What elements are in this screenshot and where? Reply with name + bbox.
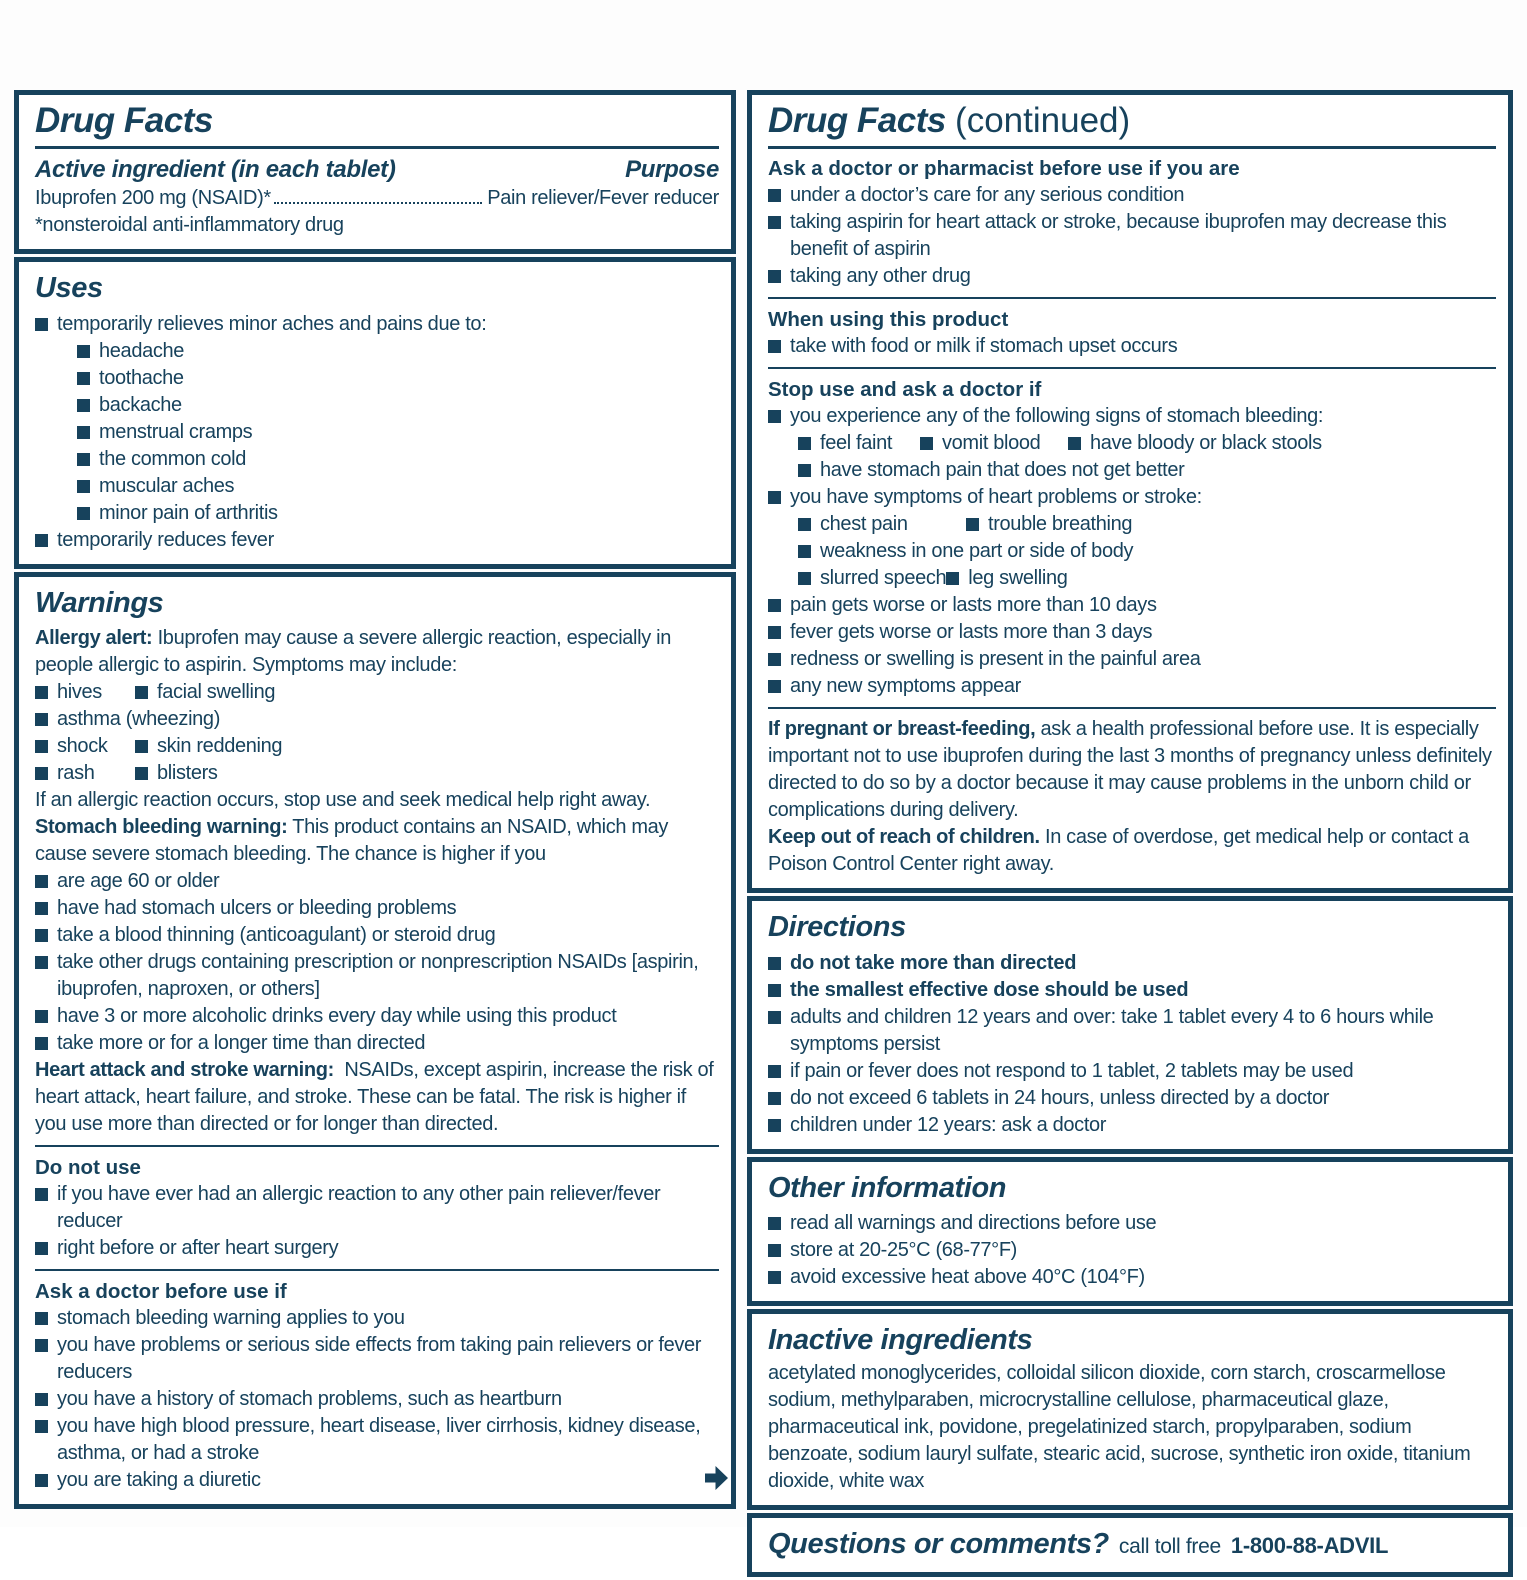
list-item-group <box>768 430 1496 484</box>
list-item <box>35 679 135 706</box>
stomach-warning-list <box>35 868 719 1057</box>
bullet-square-icon <box>768 340 781 353</box>
bullet-square-icon <box>35 713 48 726</box>
list-item <box>768 619 1496 646</box>
list-item <box>768 1210 1496 1237</box>
bullet-square-icon <box>768 1011 781 1024</box>
list-item-text: menstrual cramps <box>99 420 253 443</box>
keep-out-of-reach-text: In case of overdose, get medical help or contact a Poison Control Center right away. <box>768 826 1469 876</box>
list-item-text: pain gets worse or lasts more than 10 days <box>790 594 1157 617</box>
list-item-text: leg swelling <box>968 567 1068 590</box>
list-item-text: you have symptoms of heart problems or stroke: <box>790 486 1202 509</box>
stomach-warning-paragraph <box>35 814 719 868</box>
list-item <box>798 538 1496 565</box>
list-item <box>35 733 135 760</box>
list-item <box>35 895 719 922</box>
list-item <box>768 1085 1496 1112</box>
bullet-square-icon <box>768 599 781 612</box>
section-warnings <box>14 572 736 1509</box>
list-item <box>798 565 946 592</box>
list-item-text: asthma (wheezing) <box>57 707 221 730</box>
list-item-text: feel faint <box>820 432 893 455</box>
list-item-text: headache <box>99 339 185 362</box>
bullet-square-icon <box>77 372 90 385</box>
list-item <box>768 646 1496 673</box>
heart-signs-row <box>798 565 1496 592</box>
divider <box>35 1145 719 1147</box>
allergy-alert-lead: Allergy alert: <box>35 626 153 649</box>
bullet-square-icon <box>768 216 781 229</box>
bullet-square-icon <box>946 572 959 585</box>
warnings-heading: Warnings <box>35 586 164 619</box>
list-item <box>77 446 719 473</box>
bullet-square-icon <box>798 464 811 477</box>
bullet-square-icon <box>77 453 90 466</box>
list-item-text: avoid excessive heat above 40°C (104°F) <box>790 1265 1145 1288</box>
drug-facts-title-text: Drug Facts <box>768 101 946 140</box>
list-item-text: taking any other drug <box>790 265 971 288</box>
pregnancy-warning-paragraph <box>768 716 1496 824</box>
bullet-square-icon <box>768 680 781 693</box>
allergy-alert-paragraph <box>35 625 719 679</box>
list-item-text: take more or for a longer time than directed <box>57 1031 426 1054</box>
bullet-square-icon <box>768 189 781 202</box>
list-item <box>35 1030 719 1057</box>
list-item-text: temporarily reduces fever <box>57 528 274 551</box>
list-item-text: blisters <box>157 761 218 784</box>
ask-doctor-heading: Ask a doctor before use if <box>35 1279 287 1303</box>
divider <box>768 707 1496 709</box>
list-item <box>768 673 1496 700</box>
list-item-text: redness or swelling is present in the painful area <box>790 648 1201 671</box>
bullet-square-icon <box>35 1474 48 1487</box>
keep-out-of-reach-lead: Keep out of reach of children. <box>768 826 1040 849</box>
list-item-text: you are taking a diuretic <box>57 1468 261 1491</box>
list-item-text: temporarily relieves minor aches and pains due to: <box>57 312 487 335</box>
list-item-text: shock <box>57 734 108 757</box>
list-item-text: skin reddening <box>157 734 283 757</box>
list-item <box>135 679 275 706</box>
bullet-square-icon <box>768 410 781 423</box>
other-information-heading: Other information <box>768 1171 1007 1204</box>
list-item-text: do not take more than directed <box>790 951 1077 974</box>
list-item-text: store at 20-25°C (68-77°F) <box>790 1238 1017 1261</box>
drug-facts-continued-title <box>768 101 1496 141</box>
allergy-closing-text: If an allergic reaction occurs, stop use and seek medical help right away. <box>35 788 651 811</box>
list-item-text: fever gets worse or lasts more than 3 days <box>790 621 1153 644</box>
list-item-text: if pain or fever does not respond to 1 tablet, 2 tablets may be used <box>790 1059 1354 1082</box>
list-item-text: take with food or milk if stomach upset occurs <box>790 335 1178 358</box>
divider <box>35 1269 719 1271</box>
heart-warning-paragraph <box>35 1057 719 1138</box>
bullet-square-icon <box>35 902 48 915</box>
dotted-leader <box>274 202 482 204</box>
list-item <box>946 565 1067 592</box>
allergy-alert-text: Ibuprofen may cause a severe allergic reaction, especially in people allergic to aspirin. Symptoms may include: <box>35 626 671 676</box>
list-item-text: adults and children 12 years and over: take 1 tablet every 4 to 6 hours while symptoms persist <box>790 1005 1434 1055</box>
list-item <box>768 403 1496 430</box>
questions-row <box>768 1526 1496 1562</box>
list-item <box>768 1004 1496 1058</box>
list-item <box>798 457 1496 484</box>
section-directions <box>747 896 1513 1153</box>
bullet-square-icon <box>35 740 48 753</box>
list-item-text: any new symptoms appear <box>790 675 1021 698</box>
list-item-text: the smallest effective dose should be used <box>790 978 1189 1001</box>
questions-heading: Questions or comments? <box>768 1528 1109 1560</box>
ask-doctor-list <box>35 1305 719 1494</box>
list-item <box>35 311 719 338</box>
directions-heading: Directions <box>768 911 906 944</box>
list-item <box>768 333 1496 360</box>
bullet-square-icon <box>35 318 48 331</box>
bullet-square-icon <box>135 740 148 753</box>
list-item <box>1068 430 1322 457</box>
uses-heading: Uses <box>35 272 103 305</box>
bullet-square-icon <box>35 1420 48 1433</box>
bullet-square-icon <box>35 1312 48 1325</box>
uses-list <box>35 311 719 554</box>
list-item <box>35 1181 719 1235</box>
bullet-square-icon <box>35 875 48 888</box>
allergy-symptom-row <box>35 760 719 787</box>
continued-arrow-icon <box>705 1464 729 1492</box>
bullet-square-icon <box>77 480 90 493</box>
list-item <box>798 511 966 538</box>
bullet-square-icon <box>135 686 148 699</box>
list-item-text: you have problems or serious side effects from taking pain relievers or fever reducers <box>57 1333 702 1383</box>
ask-pharmacist-list <box>768 182 1496 290</box>
divider <box>768 146 1496 149</box>
list-item-text: have stomach pain that does not get better <box>820 459 1185 482</box>
list-item <box>768 1237 1496 1264</box>
list-item-text: stomach bleeding warning applies to you <box>57 1306 405 1329</box>
list-item <box>35 922 719 949</box>
list-item-text: minor pain of arthritis <box>99 501 278 524</box>
list-item <box>35 1467 719 1494</box>
stop-use-list <box>768 403 1496 700</box>
bullet-square-icon <box>35 686 48 699</box>
bullet-square-icon <box>768 626 781 639</box>
bullet-square-icon <box>768 957 781 970</box>
active-ingredient-header-row <box>35 155 719 185</box>
bullet-square-icon <box>768 1065 781 1078</box>
heart-warning-text: NSAIDs, except aspirin, increase the risk of heart attack, heart failure, and stroke. These can be fatal. The risk is higher if you use more than directed or for longer than directed. <box>35 1058 714 1135</box>
heart-warning-lead: Heart attack and stroke warning: <box>35 1058 334 1081</box>
list-item <box>77 365 719 392</box>
right-column <box>747 90 1513 1580</box>
section-drug-facts-continued <box>747 90 1513 893</box>
when-using-list <box>768 333 1496 360</box>
do-not-use-heading: Do not use <box>35 1155 141 1179</box>
list-item-group <box>768 511 1496 592</box>
allergy-symptom-row <box>35 706 719 733</box>
list-item-text: slurred speech <box>820 567 947 590</box>
list-item <box>768 592 1496 619</box>
do-not-use-list <box>35 1181 719 1262</box>
allergy-symptom-row <box>35 679 719 706</box>
bleeding-signs-row <box>798 430 1496 457</box>
keep-out-of-reach-paragraph <box>768 824 1496 878</box>
list-item-text: do not exceed 6 tablets in 24 hours, unless directed by a doctor <box>790 1086 1330 1109</box>
list-item-text: have bloody or black stools <box>1090 432 1322 455</box>
list-item-text: you have high blood pressure, heart disease, liver cirrhosis, kidney disease, asthma, or had a stroke <box>57 1414 701 1464</box>
list-item <box>77 500 719 527</box>
bullet-square-icon <box>768 1119 781 1132</box>
list-item <box>77 392 719 419</box>
bullet-square-icon <box>135 767 148 780</box>
section-inactive-ingredients <box>747 1309 1513 1510</box>
bullet-square-icon <box>768 1217 781 1230</box>
list-item <box>920 430 1062 457</box>
list-item <box>35 760 135 787</box>
bullet-square-icon <box>798 572 811 585</box>
bullet-square-icon <box>35 929 48 942</box>
active-ingredient-heading: Active ingredient (in each tablet) <box>35 156 396 184</box>
list-item-text: chest pain <box>820 513 908 536</box>
list-item-text: rash <box>57 761 95 784</box>
other-information-list <box>768 1210 1496 1291</box>
list-item-text: weakness in one part or side of body <box>820 540 1134 563</box>
stomach-warning-lead: Stomach bleeding warning: <box>35 815 288 838</box>
list-item <box>77 473 719 500</box>
bullet-square-icon <box>35 534 48 547</box>
section-other-information <box>747 1157 1513 1306</box>
inactive-ingredients-text: acetylated monoglycerides, colloidal silicon dioxide, corn starch, croscarmellose sodium, methylparaben, microcrystalline cellulose, pharmaceutical glaze, pharmaceutical ink, povidone, pregelatinized starch, propylparaben, sodium benzoate, sodium lauryl sulfate, stearic acid, sucrose, synthetic iron oxide, titanium dioxide, white wax <box>768 1362 1471 1492</box>
list-item <box>77 338 719 365</box>
list-item-text: read all warnings and directions before use <box>790 1211 1157 1234</box>
list-item <box>768 1058 1496 1085</box>
list-item-text: take other drugs containing prescription or nonprescription NSAIDs [aspirin, ibuprofen, naproxen, or others] <box>57 950 699 1000</box>
list-item <box>798 430 914 457</box>
list-item-text: right before or after heart surgery <box>57 1236 339 1259</box>
drug-facts-title: Drug Facts <box>35 101 213 140</box>
bullet-square-icon <box>920 437 933 450</box>
pregnancy-warning-lead: If pregnant or breast-feeding, <box>768 718 1036 741</box>
list-item <box>135 733 282 760</box>
bullet-square-icon <box>77 507 90 520</box>
bullet-square-icon <box>798 518 811 531</box>
list-item <box>768 209 1496 263</box>
bullet-square-icon <box>768 270 781 283</box>
list-item-text: under a doctor’s care for any serious condition <box>790 184 1185 207</box>
list-item <box>35 1332 719 1386</box>
section-active-ingredient <box>14 90 736 254</box>
purpose-heading: Purpose <box>625 156 719 184</box>
bullet-square-icon <box>768 653 781 666</box>
list-item <box>768 1264 1496 1291</box>
stomach-warning-text: This product contains an NSAID, which may cause severe stomach bleeding. The chance is higher if you <box>35 815 669 865</box>
list-item-text: children under 12 years: ask a doctor <box>790 1113 1107 1136</box>
bullet-square-icon <box>768 1244 781 1257</box>
list-item <box>35 706 220 733</box>
bullet-square-icon <box>768 1271 781 1284</box>
bullet-square-icon <box>1068 437 1081 450</box>
pregnancy-warning-text: ask a health professional before use. It is especially important not to use ibuprofen during the last 3 months of pregnancy unless definitely directed to do so by a doctor because it may cause problems in the unborn child or complications during delivery. <box>768 718 1492 822</box>
call-toll-free-text: call toll free <box>1118 1535 1221 1558</box>
ingredient-row <box>35 185 719 212</box>
when-using-heading: When using this product <box>768 308 1009 332</box>
continued-suffix: (continued) <box>955 101 1131 140</box>
bullet-square-icon <box>768 1092 781 1105</box>
list-item <box>768 263 1496 290</box>
bullet-square-icon <box>35 767 48 780</box>
list-item <box>768 950 1496 977</box>
divider <box>768 297 1496 299</box>
list-item-text: facial swelling <box>157 680 276 703</box>
list-item-text: the common cold <box>99 447 247 470</box>
bullet-square-icon <box>77 426 90 439</box>
list-item <box>35 1305 719 1332</box>
heart-signs-row <box>798 511 1496 538</box>
nsaid-footnote: *nonsteroidal anti-inflammatory drug <box>35 214 344 237</box>
list-item <box>135 760 218 787</box>
list-item-text: taking aspirin for heart attack or stroke, because ibuprofen may decrease this benefit of aspirin <box>790 211 1447 261</box>
bullet-square-icon <box>35 1339 48 1352</box>
list-item-text: backache <box>99 393 182 416</box>
left-column <box>14 90 736 1512</box>
list-item-text: you have a history of stomach problems, such as heartburn <box>57 1387 562 1410</box>
list-item-text: you experience any of the following signs of stomach bleeding: <box>790 405 1324 428</box>
divider <box>35 146 719 149</box>
list-item <box>966 511 1132 538</box>
list-item <box>35 949 719 1003</box>
bullet-square-icon <box>77 399 90 412</box>
list-item-text: trouble breathing <box>988 513 1133 536</box>
list-item-text: vomit blood <box>942 432 1041 455</box>
list-item <box>35 1413 719 1467</box>
list-item <box>35 1235 719 1262</box>
divider <box>768 367 1496 369</box>
inactive-ingredients-heading: Inactive ingredients <box>768 1323 1033 1356</box>
bullet-square-icon <box>768 491 781 504</box>
list-item <box>768 1112 1496 1139</box>
ask-pharmacist-heading: Ask a doctor or pharmacist before use if you are <box>768 157 1240 181</box>
bullet-square-icon <box>35 1393 48 1406</box>
bullet-square-icon <box>966 518 979 531</box>
purpose-value: Pain reliever/Fever reducer <box>487 187 719 210</box>
list-item <box>35 527 719 554</box>
list-item <box>35 868 719 895</box>
bullet-square-icon <box>798 545 811 558</box>
list-item <box>35 1003 719 1030</box>
bullet-square-icon <box>768 984 781 997</box>
phone-number: 1-800-88-ADVIL <box>1230 1533 1389 1558</box>
bullet-square-icon <box>798 437 811 450</box>
section-questions <box>747 1513 1513 1577</box>
section-uses <box>14 257 736 568</box>
list-item <box>35 1386 719 1413</box>
list-item-text: if you have ever had an allergic reaction to any other pain reliever/fever reducer <box>57 1182 661 1232</box>
list-item-text: take a blood thinning (anticoagulant) or steroid drug <box>57 923 496 946</box>
bullet-square-icon <box>35 1188 48 1201</box>
allergy-symptom-row <box>35 733 719 760</box>
bullet-square-icon <box>35 1242 48 1255</box>
bullet-square-icon <box>35 956 48 969</box>
stop-use-heading: Stop use and ask a doctor if <box>768 378 1042 402</box>
ingredient-name: Ibuprofen 200 mg (NSAID)* <box>35 187 271 210</box>
list-item-text: muscular aches <box>99 474 235 497</box>
list-item <box>77 419 719 446</box>
list-item-text: have had stomach ulcers or bleeding problems <box>57 896 457 919</box>
list-item-text: hives <box>57 680 102 703</box>
list-item-text: toothache <box>99 366 184 389</box>
bullet-square-icon <box>35 1010 48 1023</box>
directions-list <box>768 950 1496 1139</box>
list-item <box>768 182 1496 209</box>
list-item-text: are age 60 or older <box>57 869 220 892</box>
bullet-square-icon <box>77 345 90 358</box>
bullet-square-icon <box>35 1037 48 1050</box>
list-item <box>768 977 1496 1004</box>
list-item <box>768 484 1496 511</box>
list-item-text: have 3 or more alcoholic drinks every day while using this product <box>57 1004 617 1027</box>
